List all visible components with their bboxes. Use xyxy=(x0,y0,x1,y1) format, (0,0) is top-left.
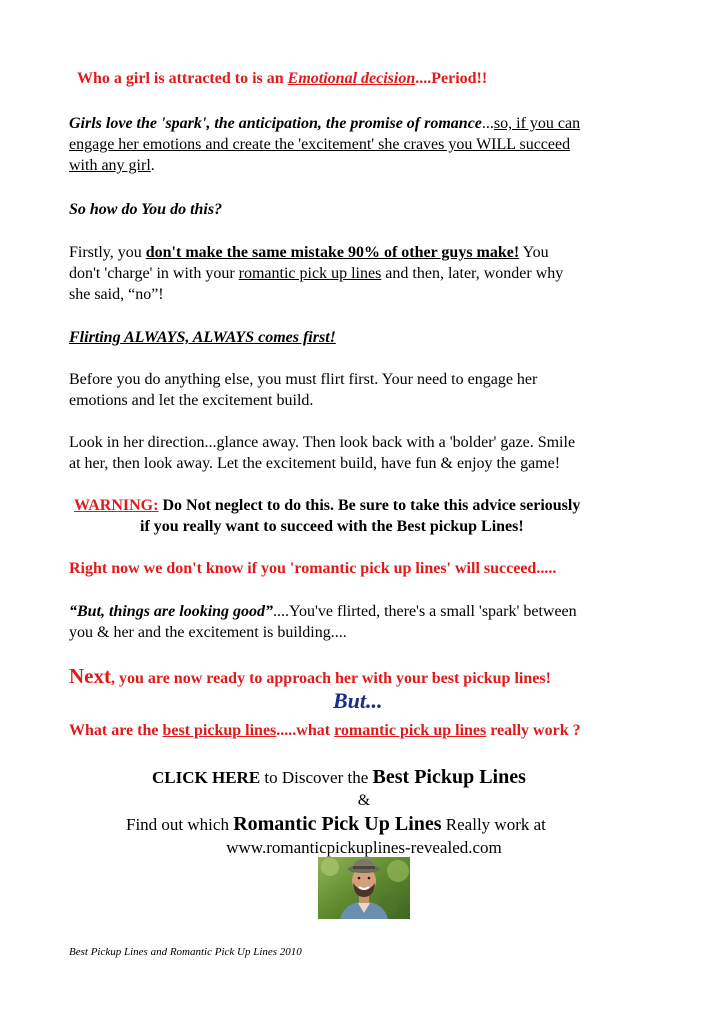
click-here-link[interactable]: CLICK HERE xyxy=(152,768,261,787)
portrait-image xyxy=(318,857,410,919)
dont-charge-text: don't 'charge' in with your xyxy=(69,265,239,282)
page-footer: Best Pickup Lines and Romantic Pick Up Lines 2010 xyxy=(69,946,302,958)
question-heading: So how do You do this? xyxy=(69,201,223,218)
firstly-line-2 xyxy=(69,263,669,284)
firstly-line-1 xyxy=(69,242,669,263)
warning-text: Do Not neglect to do this. Be sure to take this advice seriously xyxy=(158,497,581,514)
wonder-why-text: and then, later, wonder why xyxy=(381,265,564,282)
to-discover-text: to Discover the xyxy=(260,768,373,787)
find-out-text: Find out which xyxy=(126,815,234,834)
romantic-pickup-lines-link-2[interactable]: romantic pick up lines xyxy=(334,722,487,739)
next-rest-text: , you are now ready to approach her with your best pickup lines! xyxy=(110,670,551,687)
best-pickup-lines-cta-link[interactable]: Best Pickup Lines xyxy=(372,766,526,788)
mistake-text: don't make the same mistake 90% of other guys make! xyxy=(145,244,520,261)
looking-good-text: “But, things are looking good” xyxy=(69,603,274,620)
firstly-line-3: she said, “no”! xyxy=(69,286,164,303)
warning-line-2: if you really want to succeed with the Best pickup Lines! xyxy=(140,518,524,535)
period-dot: . xyxy=(150,157,155,174)
cta-line-1 xyxy=(0,765,728,790)
girls-love-text: Girls love the 'spark', the anticipation, the promise of romance xyxy=(69,115,482,132)
firstly-text: Firstly, you xyxy=(69,244,146,261)
but-heading: But... xyxy=(333,688,383,713)
cta-line-2 xyxy=(0,812,728,837)
with-any-girl-text: with any girl xyxy=(69,157,151,174)
look-line-1: Look in her direction...glance away. Then look back with a 'bolder' gaze. Smile xyxy=(69,434,576,451)
ampersand: & xyxy=(357,792,371,809)
really-work-text: really work ? xyxy=(486,722,581,739)
look-line-2: at her, then look away. Let the excitement build, have fun & enjoy the game! xyxy=(69,455,561,472)
before-line-2: emotions and let the excitement build. xyxy=(69,392,314,409)
best-pickup-lines-link[interactable]: best pickup lines xyxy=(162,722,277,739)
but-things-line-1 xyxy=(69,601,669,622)
but-things-line-2: you & her and the excitement is building.... xyxy=(69,624,347,641)
girls-love-line-1 xyxy=(69,113,669,134)
intro-text: Who a girl is attracted to is an xyxy=(77,70,288,87)
flirting-heading: Flirting ALWAYS, ALWAYS comes first! xyxy=(69,329,336,346)
right-now-line: Right now we don't know if you 'romantic pick up lines' will succeed..... xyxy=(69,560,557,577)
period-text: ....Period!! xyxy=(415,70,488,87)
intro-headline xyxy=(77,68,677,89)
man-portrait-photo[interactable] xyxy=(318,857,410,919)
girls-love-line-3 xyxy=(69,155,669,176)
before-line-1: Before you do anything else, you must flirt first. Your need to engage her xyxy=(69,371,538,388)
ellipsis-text: ... xyxy=(481,115,494,132)
so-if-you-can-text: so, if you can xyxy=(493,115,581,132)
warning-line-1 xyxy=(74,495,674,516)
what-are-text: What are the xyxy=(69,722,163,739)
girls-love-line-2: engage her emotions and create the 'excitement' she craves you WILL succeed xyxy=(69,136,571,153)
warning-label: WARNING: xyxy=(74,497,159,514)
you-text: You xyxy=(519,244,549,261)
romantic-pickup-lines-link[interactable]: romantic pick up lines xyxy=(238,265,382,282)
website-url[interactable]: www.romanticpickuplines-revealed.com xyxy=(226,838,502,857)
next-word: Next xyxy=(69,664,111,688)
emotional-decision-text: Emotional decision xyxy=(287,70,416,87)
what-are-line xyxy=(69,720,669,741)
really-work-at-text: Really work at xyxy=(441,815,546,834)
next-line xyxy=(69,664,669,691)
flirted-text: ....You've flirted, there's a small 'spark' between xyxy=(273,603,577,620)
what-text: .....what xyxy=(276,722,335,739)
romantic-pickup-lines-cta-link[interactable]: Romantic Pick Up Lines xyxy=(233,813,442,835)
